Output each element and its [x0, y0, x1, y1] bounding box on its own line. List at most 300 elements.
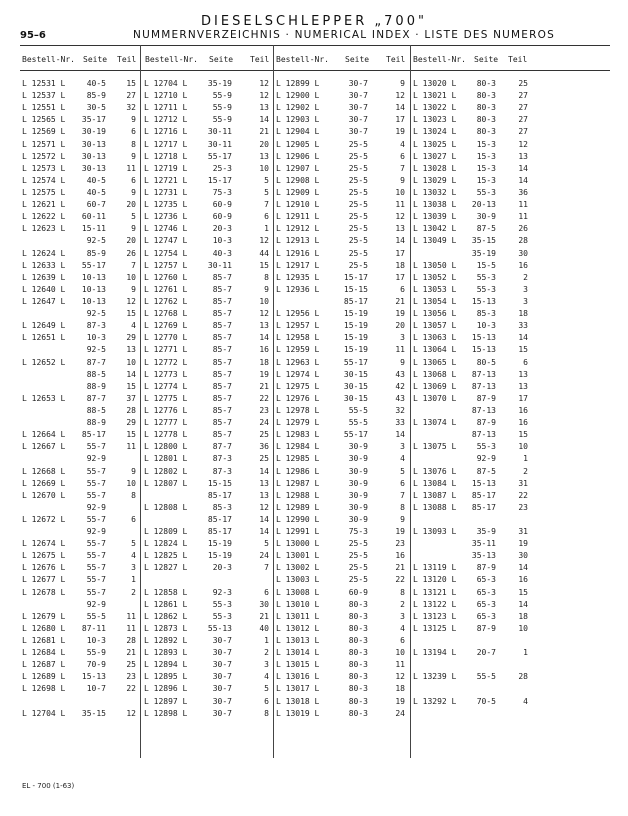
part-number: 11: [395, 345, 405, 355]
part-number: 9: [131, 187, 136, 197]
part-number: 13: [259, 103, 269, 113]
order-number: L 12858 L: [144, 587, 188, 597]
part-number: 9: [400, 175, 405, 185]
page-ref: 92-9: [86, 599, 106, 609]
order-number: L 12678 L: [22, 587, 66, 597]
order-number: L 13054 L: [413, 296, 457, 306]
part-number: 43: [395, 369, 405, 379]
order-number: L 13057 L: [413, 321, 457, 331]
page-ref: 25-5: [348, 175, 368, 185]
part-number: 14: [518, 175, 528, 185]
order-number: L 12719 L: [144, 163, 188, 173]
part-number: 12: [259, 91, 269, 101]
part-number: 27: [518, 91, 528, 101]
page-ref: 85-17: [81, 430, 106, 440]
page-ref: 30-7: [348, 79, 368, 88]
order-number: L 12684 L: [22, 648, 66, 658]
order-number: L 13069 L: [413, 381, 457, 391]
page-ref: 87-7: [86, 393, 106, 403]
page-ref: 80-3: [348, 672, 368, 682]
page-ref: 15-15: [343, 284, 368, 294]
page-ref: 25-5: [348, 187, 368, 197]
page-ref: 80-5: [476, 357, 496, 367]
part-number: 32: [395, 405, 405, 415]
part-number: 15: [518, 430, 528, 440]
page-ref: 85-17: [471, 490, 496, 500]
page-ref: 87-9: [476, 563, 496, 573]
page-ref: 60-11: [81, 212, 106, 222]
part-number: 9: [131, 224, 136, 234]
page-ref: 55-9: [212, 91, 232, 101]
table-row: [0, 139, 628, 151]
part-number: 3: [264, 660, 269, 670]
part-number: 4: [523, 696, 528, 706]
part-number: 30: [259, 599, 269, 609]
header-part: Teil: [117, 55, 137, 64]
order-number: L 12935 L: [276, 272, 320, 282]
page-ref: 87-13: [471, 430, 496, 440]
order-number: L 12649 L: [22, 321, 66, 331]
page-ref: 25-5: [348, 248, 368, 258]
page-ref: 60-7: [86, 200, 106, 210]
part-number: 5: [264, 539, 269, 549]
order-number: L 12689 L: [22, 672, 66, 682]
part-number: 8: [400, 502, 405, 512]
part-number: 10: [518, 442, 528, 452]
order-number: L 12862 L: [144, 611, 188, 621]
page-ref: 30-7: [212, 672, 232, 682]
part-number: 22: [395, 575, 405, 585]
part-number: 31: [518, 527, 528, 537]
part-number: 10: [126, 272, 136, 282]
part-number: 5: [400, 466, 405, 476]
page-ref: 65-3: [476, 587, 496, 597]
part-number: 12: [259, 309, 269, 319]
part-number: 20: [126, 236, 136, 246]
order-number: L 12900 L: [276, 91, 320, 101]
part-number: 11: [126, 623, 136, 633]
order-number: L 12754 L: [144, 248, 188, 258]
part-number: 40: [259, 623, 269, 633]
table-row: [0, 90, 628, 102]
page-ref: 55-7: [86, 575, 106, 585]
page-ref: 92-5: [86, 309, 106, 319]
part-number: 3: [523, 284, 528, 294]
part-number: 17: [395, 115, 405, 125]
order-number: L 12976 L: [276, 393, 320, 403]
page-ref: 35-15: [81, 708, 106, 718]
order-number: L 12768 L: [144, 309, 188, 319]
part-number: 4: [131, 321, 136, 331]
header-page: Seite: [474, 55, 499, 64]
part-number: 20: [259, 139, 269, 149]
part-number: 13: [518, 381, 528, 391]
order-number: L 12825 L: [144, 551, 188, 561]
table-row: [0, 272, 628, 284]
order-number: L 12802 L: [144, 466, 188, 476]
part-number: 14: [518, 599, 528, 609]
order-number: L 12987 L: [276, 478, 320, 488]
part-number: 11: [518, 212, 528, 222]
order-number: L 13014 L: [276, 648, 320, 658]
part-number: 5: [131, 212, 136, 222]
order-number: L 12762 L: [144, 296, 188, 306]
part-number: 13: [259, 478, 269, 488]
table-row: [0, 429, 628, 441]
part-number: 14: [518, 163, 528, 173]
page-ref: 55-7: [86, 551, 106, 561]
part-number: 16: [259, 345, 269, 355]
page-ref: 30-11: [207, 127, 232, 137]
page-ref: 10-3: [476, 321, 496, 331]
order-number: L 12958 L: [276, 333, 320, 343]
page-ref: 15-15: [207, 478, 232, 488]
table-row: [0, 296, 628, 308]
page-ref: 10-3: [86, 636, 106, 646]
part-number: 6: [264, 587, 269, 597]
order-number: L 12573 L: [22, 163, 66, 173]
table-row: [0, 332, 628, 344]
order-number: L 12807 L: [144, 478, 188, 488]
header-top-rule: [20, 45, 610, 46]
page-ref: 87-3: [212, 454, 232, 464]
table-row: [0, 466, 628, 478]
page-ref: 55-5: [348, 418, 368, 428]
page-ref: 55-13: [207, 623, 232, 633]
page-ref: 10-13: [81, 284, 106, 294]
part-number: 23: [126, 672, 136, 682]
part-number: 11: [518, 200, 528, 210]
table-row: [0, 102, 628, 114]
order-number: L 12731 L: [144, 187, 188, 197]
part-number: 18: [518, 611, 528, 621]
part-number: 4: [131, 551, 136, 561]
page-ref: 15-13: [81, 672, 106, 682]
page-ref: 80-3: [348, 684, 368, 694]
page-ref: 30-7: [212, 660, 232, 670]
order-number: L 12895 L: [144, 672, 188, 682]
page-ref: 55-7: [86, 490, 106, 500]
page-ref: 35-15: [471, 236, 496, 246]
table-row: [0, 417, 628, 429]
order-number: L 12761 L: [144, 284, 188, 294]
order-number: L 13119 L: [413, 563, 457, 573]
page-ref: 30-13: [81, 151, 106, 161]
order-number: L 12653 L: [22, 393, 66, 403]
page-ref: 55-7: [86, 466, 106, 476]
table-row: [0, 526, 628, 538]
order-number: L 12978 L: [276, 405, 320, 415]
order-number: L 12668 L: [22, 466, 66, 476]
part-number: 28: [126, 405, 136, 415]
page-ref: 80-3: [348, 623, 368, 633]
page-ref: 15-3: [476, 151, 496, 161]
part-number: 27: [518, 115, 528, 125]
order-number: L 12633 L: [22, 260, 66, 270]
page-ref: 80-3: [348, 696, 368, 706]
part-number: 3: [400, 611, 405, 621]
table-row: [0, 683, 628, 695]
page-ref: 80-3: [476, 103, 496, 113]
page-ref: 55-5: [476, 672, 496, 682]
table-row: [0, 126, 628, 138]
order-number: L 13019 L: [276, 708, 320, 718]
page-ref: 55-7: [86, 587, 106, 597]
order-number: L 13002 L: [276, 563, 320, 573]
table-row: [0, 538, 628, 550]
part-number: 6: [131, 127, 136, 137]
part-number: 28: [518, 672, 528, 682]
order-number: L 12736 L: [144, 212, 188, 222]
header-part: Teil: [386, 55, 406, 64]
table-row: [0, 114, 628, 126]
order-number: L 12991 L: [276, 527, 320, 537]
order-number: L 13122 L: [413, 599, 457, 609]
part-number: 10: [518, 623, 528, 633]
page-ref: 30-9: [348, 442, 368, 452]
order-number: L 12735 L: [144, 200, 188, 210]
part-number: 19: [259, 369, 269, 379]
part-number: 25: [126, 660, 136, 670]
page-ref: 55-3: [212, 599, 232, 609]
part-number: 16: [518, 418, 528, 428]
page-ref: 87-13: [471, 405, 496, 415]
order-number: L 12956 L: [276, 309, 320, 319]
part-number: 15: [518, 587, 528, 597]
part-number: 16: [518, 575, 528, 585]
page-ref: 55-17: [207, 151, 232, 161]
part-number: 13: [259, 321, 269, 331]
order-number: L 12757 L: [144, 260, 188, 270]
order-number: L 12675 L: [22, 551, 66, 561]
page-ref: 55-9: [212, 103, 232, 113]
page-ref: 80-3: [476, 91, 496, 101]
page-ref: 80-3: [348, 660, 368, 670]
order-number: L 13027 L: [413, 151, 457, 161]
page-ref: 55-7: [86, 442, 106, 452]
page-ref: 15-19: [343, 333, 368, 343]
page-ref: 25-5: [348, 260, 368, 270]
order-number: L 13015 L: [276, 660, 320, 670]
order-number: L 12963 L: [276, 357, 320, 367]
part-number: 6: [400, 151, 405, 161]
table-row: [0, 393, 628, 405]
page-ref: 15-13: [471, 333, 496, 343]
page-ref: 20-13: [471, 200, 496, 210]
order-number: L 13021 L: [413, 91, 457, 101]
order-number: L 12710 L: [144, 91, 188, 101]
header-order-no: Bestell-Nr.: [22, 55, 75, 64]
part-number: 21: [126, 648, 136, 658]
order-number: L 12747 L: [144, 236, 188, 246]
page-ref: 87-7: [212, 442, 232, 452]
part-number: 23: [518, 502, 528, 512]
page-ref: 30-7: [212, 696, 232, 706]
page-ref: 40-5: [86, 187, 106, 197]
order-number: L 12873 L: [144, 623, 188, 633]
page-ref: 85-7: [212, 405, 232, 415]
part-number: 14: [518, 563, 528, 573]
page-ref: 30-9: [348, 502, 368, 512]
part-number: 11: [395, 660, 405, 670]
part-number: 11: [126, 442, 136, 452]
page-ref: 15-13: [471, 478, 496, 488]
part-number: 12: [259, 79, 269, 88]
order-number: L 12907 L: [276, 163, 320, 173]
order-number: L 12808 L: [144, 502, 188, 512]
table-row: [0, 357, 628, 369]
part-number: 6: [131, 175, 136, 185]
page-ref: 85-17: [207, 514, 232, 524]
order-number: L 13013 L: [276, 636, 320, 646]
order-number: L 12903 L: [276, 115, 320, 125]
part-number: 33: [518, 321, 528, 331]
page-ref: 55-3: [476, 442, 496, 452]
order-number: L 13053 L: [413, 284, 457, 294]
order-number: L 12679 L: [22, 611, 66, 621]
page-ref: 75-3: [212, 187, 232, 197]
index-table: [0, 78, 628, 720]
table-row: [0, 344, 628, 356]
page-ref: 55-7: [86, 563, 106, 573]
part-number: 3: [523, 296, 528, 306]
page-ref: 85-7: [212, 369, 232, 379]
part-number: 5: [264, 684, 269, 694]
order-number: L 12801 L: [144, 454, 188, 464]
part-number: 8: [264, 708, 269, 718]
order-number: L 13075 L: [413, 442, 457, 452]
page-ref: 15-13: [471, 345, 496, 355]
order-number: L 13070 L: [413, 393, 457, 403]
page-ref: 40-5: [86, 79, 106, 88]
page-ref: 87-5: [476, 466, 496, 476]
part-number: 1: [523, 454, 528, 464]
page-ref: 92-9: [476, 454, 496, 464]
part-number: 15: [518, 345, 528, 355]
part-number: 8: [131, 490, 136, 500]
table-row: [0, 574, 628, 586]
page-ref: 80-3: [476, 115, 496, 125]
part-number: 4: [400, 623, 405, 633]
part-number: 19: [395, 696, 405, 706]
page-ref: 60-9: [212, 200, 232, 210]
part-number: 20: [395, 321, 405, 331]
part-number: 14: [259, 466, 269, 476]
page-ref: 25-5: [348, 139, 368, 149]
table-row: [0, 308, 628, 320]
table-row: [0, 248, 628, 260]
order-number: L 12712 L: [144, 115, 188, 125]
part-number: 9: [131, 284, 136, 294]
page-ref: 88-9: [86, 381, 106, 391]
order-number: L 12574 L: [22, 175, 66, 185]
header-order-no: Bestell-Nr.: [413, 55, 466, 64]
page-ref: 20-7: [476, 648, 496, 658]
order-number: L 13087 L: [413, 490, 457, 500]
order-number: L 12990 L: [276, 514, 320, 524]
order-number: L 12974 L: [276, 369, 320, 379]
page-ref: 87-3: [212, 466, 232, 476]
order-number: L 13074 L: [413, 418, 457, 428]
part-number: 27: [518, 127, 528, 137]
page-ref: 15-19: [343, 345, 368, 355]
order-number: L 13064 L: [413, 345, 457, 355]
table-row: [0, 284, 628, 296]
part-number: 1: [131, 575, 136, 585]
part-number: 8: [131, 139, 136, 149]
part-number: 13: [518, 369, 528, 379]
part-number: 37: [126, 393, 136, 403]
order-number: L 12687 L: [22, 660, 66, 670]
order-number: L 13076 L: [413, 466, 457, 476]
page-ref: 88-5: [86, 405, 106, 415]
table-row: [0, 478, 628, 490]
order-number: L 13020 L: [413, 79, 457, 88]
part-number: 17: [518, 393, 528, 403]
page-ref: 15-3: [476, 163, 496, 173]
page-ref: 30-9: [348, 454, 368, 464]
page-ref: 55-9: [212, 115, 232, 125]
order-number: L 12624 L: [22, 248, 66, 258]
part-number: 6: [264, 212, 269, 222]
page-ref: 25-5: [348, 539, 368, 549]
page-ref: 35-11: [471, 539, 496, 549]
order-number: L 12975 L: [276, 381, 320, 391]
page-ref: 80-3: [348, 708, 368, 718]
part-number: 19: [395, 127, 405, 137]
part-number: 31: [518, 478, 528, 488]
part-number: 3: [400, 442, 405, 452]
part-number: 19: [395, 309, 405, 319]
part-number: 12: [395, 672, 405, 682]
part-number: 36: [518, 187, 528, 197]
order-number: L 12704 L: [144, 79, 188, 88]
part-number: 43: [395, 393, 405, 403]
header-order-no: Bestell-Nr.: [145, 55, 198, 64]
order-number: L 12777 L: [144, 418, 188, 428]
part-number: 25: [518, 79, 528, 88]
page-ref: 35-19: [471, 248, 496, 258]
page-ref: 15-19: [207, 539, 232, 549]
order-number: L 12824 L: [144, 539, 188, 549]
order-number: L 13121 L: [413, 587, 457, 597]
order-number: L 12897 L: [144, 696, 188, 706]
order-number: L 13120 L: [413, 575, 457, 585]
page-ref: 65-3: [476, 599, 496, 609]
page-ref: 25-5: [348, 551, 368, 561]
part-number: 10: [126, 478, 136, 488]
part-number: 2: [523, 272, 528, 282]
order-number: L 12773 L: [144, 369, 188, 379]
table-row: [0, 223, 628, 235]
part-number: 6: [264, 696, 269, 706]
part-number: 8: [400, 587, 405, 597]
part-number: 36: [259, 442, 269, 452]
page-ref: 70-9: [86, 660, 106, 670]
page-ref: 85-7: [212, 272, 232, 282]
page-ref: 85-7: [212, 333, 232, 343]
part-number: 12: [126, 296, 136, 306]
page-ref: 60-9: [348, 587, 368, 597]
table-row: [0, 550, 628, 562]
order-number: L 12893 L: [144, 648, 188, 658]
order-number: L 13016 L: [276, 672, 320, 682]
page-ref: 65-3: [476, 611, 496, 621]
order-number: L 12989 L: [276, 502, 320, 512]
part-number: 16: [395, 551, 405, 561]
order-number: L 12898 L: [144, 708, 188, 718]
page-ref: 85-3: [212, 502, 232, 512]
